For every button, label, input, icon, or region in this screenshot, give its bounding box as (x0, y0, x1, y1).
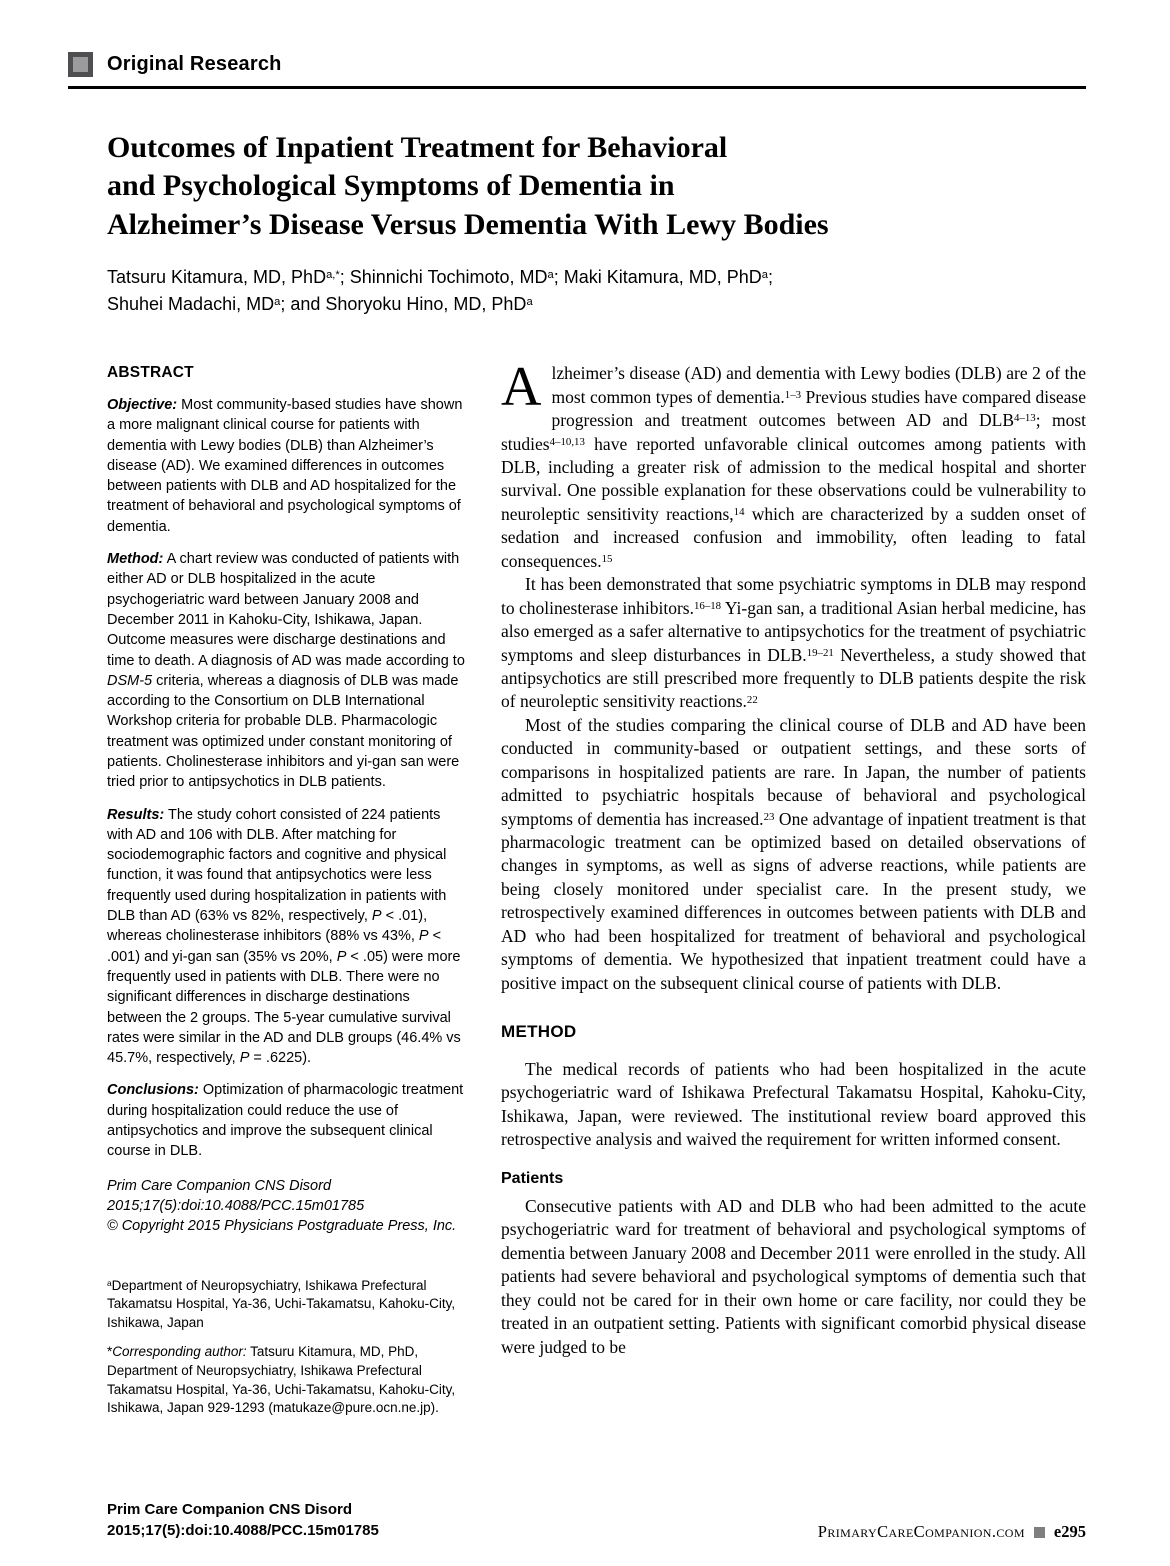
superscript: 14 (733, 506, 745, 519)
superscript: a (107, 1277, 112, 1288)
emphasis: P (371, 908, 382, 925)
emphasis: P (418, 928, 429, 945)
title-line: Outcomes of Inpatient Treatment for Behavioral (107, 131, 728, 164)
emphasis: Corresponding author: (112, 1344, 247, 1360)
superscript: a,* (326, 269, 340, 282)
footer-citation-line: Prim Care Companion CNS Disord (107, 1500, 353, 1518)
affiliation-note: *Corresponding author: Tatsuru Kitamura, MD, PhD, Department of Neuropsychiatry, Ishikawa Prefectural Takamatsu Hospital, Ya-36, Uchi-Takamatsu, Kahoku-City, Ishikawa, Japan 929-1293 (matukaze@pure.ocn.ne.jp). (107, 1344, 456, 1416)
abstract-section: Results: The study cohort consisted of 224 patients with AD and 106 with DLB. After matching for sociodemographic factors and cognitive and physical function, it was found that antipsychotics were less frequently used during hospitalization in patients with DLB than AD (63% vs 82%, respectively, P < .01), whereas cholinesterase inhibitors (88% vs 43%, P < .001) and yi-gan san (35% vs 20%, P < .05) were more frequently used in patients with DLB. There were no significant differences in discharge destinations between the 2 groups. The 5-year cumulative survival rates were similar in the AD and DLB groups (46.4% vs 45.7%, respectively, P = .6225). (107, 806, 461, 1067)
title-line: Alzheimer’s Disease Versus Dementia With Lewy Bodies (107, 207, 829, 241)
footer-citation-line: 2015;17(5):doi:10.4088/PCC.15m01785 (107, 1522, 379, 1540)
article-body (501, 356, 1087, 1429)
subsection-heading: Patients (501, 1169, 564, 1187)
title-line: and Psychological Symptoms of Dementia in (107, 169, 675, 203)
abstract-section: Objective: Most community-based studies have shown a more malignant clinical course for patients with dementia with Lewy bodies (DLB) than Alzheimer’s disease (AD). We examined differences in outcomes between patients with DLB and AD hospitalized for the treatment of behavioral and psychological symptoms of dementia. (107, 396, 463, 535)
header-rule (68, 86, 1086, 89)
footer-separator-square-icon (1034, 1527, 1045, 1538)
abstract-section: Method: A chart review was conducted of patients with either AD or DLB hospitalized in the acute psychogeriatric ward between January 2008 and December 2011 in Kahoku-City, Ishikawa, Japan. Outcome measures were discharge destinations and time to death. A diagnosis of AD was made according to DSM-5 criteria, whereas a diagnosis of DLB was made according to the Consortium on DLB International Workshop criteria for probable DLB. Pharmacologic treatment was optimized under constant monitoring of patients. Cholinesterase inhibitors and yi-gan san were tried prior to antipsychotics in DLB patients. (107, 551, 465, 791)
superscript: 22 (746, 693, 758, 706)
body-paragraph: The medical records of patients who had been hospitalized in the acute psychogeriatric ward of Ishikawa Prefectural Takamatsu Hospital, Kahoku-City, Ishikawa, Japan, were reviewed. The institutional review board approved this retrospective analysis and waived the requirement for written informed consent. (501, 1058, 1086, 1150)
footer-page-number: e295 (1053, 1522, 1086, 1541)
journal-citation (107, 1176, 467, 1237)
page-title (107, 129, 1086, 244)
footer-citation (107, 1499, 379, 1543)
superscript: 4–10,13 (549, 435, 585, 448)
header-kicker-row (68, 52, 1086, 77)
abstract-section-label: Conclusions: (107, 1082, 199, 1099)
superscript: a (547, 269, 554, 282)
abstract-section-label: Objective: (107, 396, 178, 413)
emphasis: DSM-5 (107, 672, 153, 689)
abstract-heading: ABSTRACT (107, 364, 194, 382)
author-line: Shuhei Madachi, $MD^a$; and Shoryoku Hino, MD, PhD$^a$ (107, 294, 533, 315)
abstract-section: Conclusions: Optimization of pharmacologic treatment during hospitalization could reduce the use of antipsychotics and improve the subsequent clinical course in DLB. (107, 1082, 464, 1160)
citation-line: 2015;17(5):doi:10.4088/PCC.15m01785 (107, 1197, 365, 1214)
page-footer (107, 1499, 1086, 1543)
abstract-sections (107, 395, 467, 1162)
affiliation-note: $^a$Department of Neuropsychiatry, Ishikawa Prefectural Takamatsu Hospital, Ya-36, Uchi-Takamatsu, Kahoku-City, Ishikawa, Japan (107, 1277, 456, 1330)
superscript: 4–13 (1014, 412, 1036, 425)
affiliations (107, 1277, 467, 1418)
two-column-layout (107, 356, 1087, 1429)
author-line: Tatsuru Kitamura, MD, PhD$^{a,*}$; Shinnichi Tochimoto, $MD^a$; Maki Kitamura, MD, PhD$^a$; (107, 267, 773, 288)
abstract-column (107, 362, 467, 1429)
dropcap-letter: A (501, 356, 542, 419)
body-paragraph: Alzheimer’s disease (AD) and dementia with Lewy bodies (DLB) are 2 of the most common types of dementia.$^{1-3}$ Previous studies have compared disease progression and treatment outcomes between AD and DLB$^{4-13}$; most studies$^{4-10,13}$ have reported unfavorable clinical outcomes among patients with DLB, including a greater risk of admission to the medical hospital and shorter survival. One possible explanation for these observations could be vulnerability to neuroleptic sensitivity reactions,$^{14}$ which are characterized by a sudden onset of sedation and increased confusion and immobility, often leading to fatal consequences.$^{15}$ (501, 356, 1087, 571)
citation-line: © Copyright 2015 Physicians Postgraduate Press, Inc. (107, 1218, 457, 1235)
footer-right (818, 1522, 1086, 1542)
superscript: 16–18 (693, 599, 722, 612)
body-paragraph: Most of the studies comparing the clinical course of DLB and AD have been conducted in community-based or outpatient settings, and these sorts of comparisons in hospitalized patients are rare. In Japan, the number of patients admitted to psychiatric hospitals because of behavioral and psychological symptoms of dementia has increased.$^{23}$ One advantage of inpatient treatment is that pharmacologic treatment can be optimized based on detailed observations of changes in symptoms, as well as signs of adverse reactions, while patients are being closely monitored under specialist care. In the present study, we retrospectively examined differences in outcomes between patients with DLB and AD who had been hospitalized for treatment of behavioral and psychological symptoms of dementia. We hypothesized that inpatient treatment could have a positive impact on the subsequent clinical course of patients with DLB. (501, 714, 1086, 993)
superscript: a (526, 296, 533, 309)
superscript: a (274, 296, 281, 309)
emphasis: P (336, 948, 347, 965)
superscript: 1–3 (784, 388, 802, 401)
emphasis: P (239, 1050, 250, 1067)
section-kicker: Original Research (107, 53, 282, 75)
body-paragraph: Consecutive patients with AD and DLB who had been admitted to the acute psychogeriatric ward for treatment of behavioral and psychological symptoms of dementia between January 2008 and December 2011 were enrolled in the study. All patients had severe behavioral and psychological symptoms of dementia such that they could not be cared for in their own home or care facility, nor could they be treated in an outpatient setting. Patients with significant comorbid physical disease were judged to be (501, 1196, 1086, 1357)
journal-section-square-icon (68, 52, 93, 77)
section-heading: METHOD (501, 1022, 577, 1042)
abstract-section-label: Method: (107, 551, 164, 568)
superscript: a (761, 269, 768, 282)
superscript: 23 (763, 810, 775, 823)
authors (107, 264, 1086, 318)
footer-site: PrimaryCareCompanion.com (817, 1522, 1025, 1541)
superscript: 19–21 (806, 646, 834, 659)
citation-line: Prim Care Companion CNS Disord (107, 1177, 332, 1194)
abstract-section-label: Results: (107, 806, 165, 823)
body-paragraph: It has been demonstrated that some psychiatric symptoms in DLB may respond to cholinesterase inhibitors.$^{16-18}$ Yi-gan san, a traditional Asian herbal medicine, has also emerged as a safer alternative to antipsychotics for the treatment of psychiatric symptoms and sleep disturbances in DLB.$^{19-21}$ Nevertheless, a study showed that antipsychotics are still prescribed more frequently to DLB patients despite the risk of neuroleptic sensitivity reactions.$^{22}$ (501, 574, 1086, 712)
superscript: 15 (601, 552, 613, 565)
